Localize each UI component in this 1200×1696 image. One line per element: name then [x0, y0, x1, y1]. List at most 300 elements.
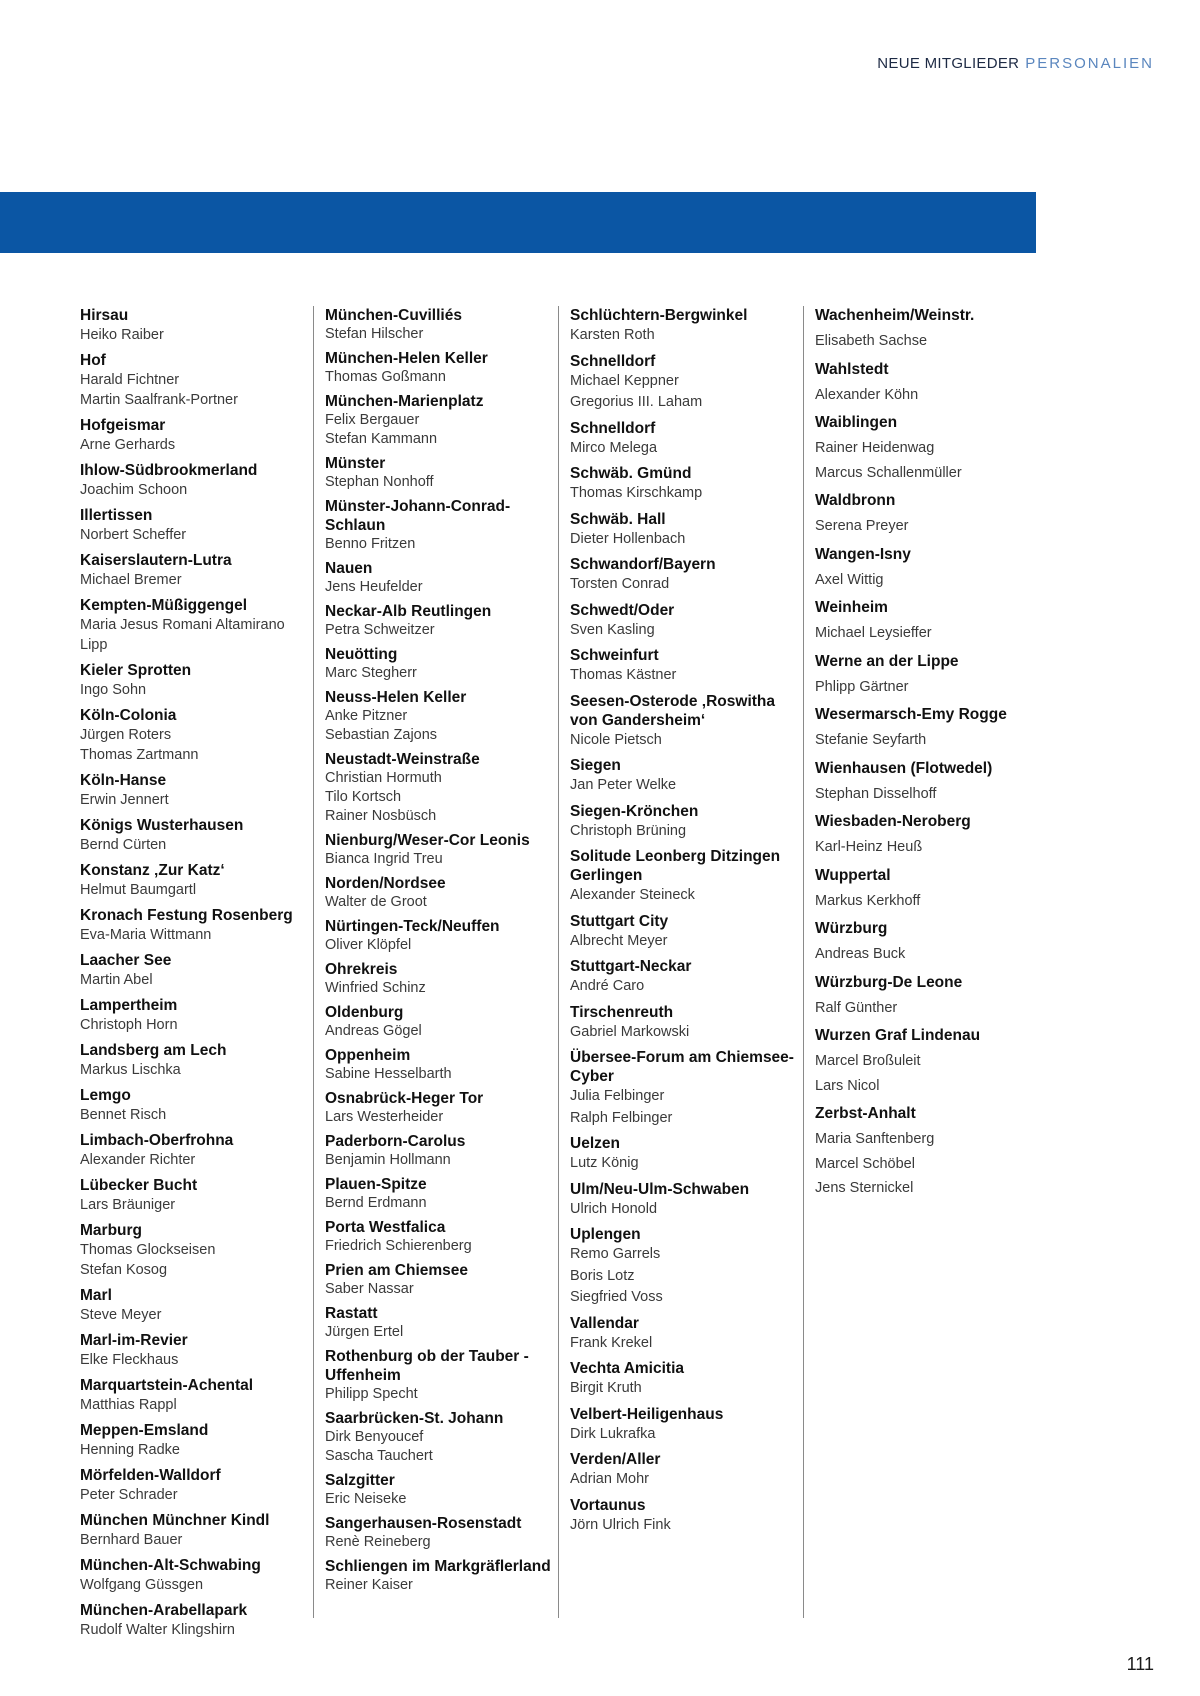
- member-name: Joachim Schoon: [80, 482, 188, 498]
- club-name: München-Cuvilliés: [325, 307, 462, 324]
- member-entry: [815, 705, 1041, 753]
- member-entry: [80, 551, 306, 590]
- member-name: Stefan Kammann: [325, 431, 438, 447]
- club-name: Münster-Johann-Conrad-Schlaun: [325, 498, 511, 534]
- club-name: Neuötting: [325, 646, 398, 663]
- club-name: Wiesbaden-Neroberg: [815, 813, 971, 830]
- member-name: Jörn Ulrich Fink: [570, 1516, 671, 1533]
- member-name: André Caro: [570, 978, 645, 994]
- club-name: Osnabrück-Heger Tor: [325, 1090, 484, 1107]
- member-name: Henning Radke: [80, 1442, 180, 1458]
- club-name: Schwandorf/Bayern: [570, 556, 716, 573]
- member-entry: [325, 306, 551, 344]
- member-entry: [815, 360, 1041, 408]
- member-entry: [325, 874, 551, 912]
- member-entry: [815, 1104, 1041, 1201]
- member-entry: [570, 957, 796, 998]
- club-name: Wurzen Graf Lindenau: [815, 1027, 981, 1044]
- member-name: Steve Meyer: [80, 1307, 162, 1323]
- member-name: Bernd Erdmann: [325, 1195, 427, 1211]
- member-name: Felix Bergauer: [325, 412, 420, 428]
- member-name: Thomas Kästner: [570, 667, 677, 683]
- member-entry: [80, 1086, 306, 1125]
- member-entry: [80, 1131, 306, 1170]
- club-name: Kronach Festung Rosenberg: [80, 907, 293, 924]
- club-name: München-Alt-Schwabing: [80, 1557, 261, 1574]
- member-entry: [815, 759, 1041, 807]
- member-entry: [570, 1048, 796, 1129]
- club-name: Velbert-Heiligenhaus: [570, 1405, 724, 1423]
- member-name: Reiner Kaiser: [325, 1577, 413, 1593]
- member-name: Dirk Lukrafka: [570, 1425, 656, 1442]
- member-name: Bianca Ingrid Treu: [325, 851, 443, 867]
- member-entry: [570, 1359, 796, 1400]
- member-name: Philipp Specht: [325, 1386, 418, 1402]
- club-name: Stuttgart-Neckar: [570, 958, 692, 975]
- club-name: Schwäb. Gmünd: [570, 465, 692, 482]
- member-entry: [815, 598, 1041, 646]
- member-entry: [325, 1261, 551, 1299]
- member-entry: [325, 497, 551, 554]
- club-name: Kaiserslautern-Lutra: [80, 552, 232, 569]
- page-header: [877, 55, 1154, 72]
- member-name: Benjamin Hollmann: [325, 1152, 451, 1168]
- member-name: Bennet Risch: [80, 1107, 167, 1123]
- page-number: 111: [1126, 1654, 1154, 1674]
- member-entry: [815, 545, 1041, 593]
- member-name: Stephan Disselhoff: [815, 785, 937, 802]
- member-name: Thomas Kirschkamp: [570, 485, 703, 501]
- member-name: Petra Schweitzer: [325, 622, 435, 638]
- member-entry: [815, 1026, 1041, 1098]
- club-name: Prien am Chiemsee: [325, 1262, 469, 1279]
- member-name: Alexander Steineck: [570, 887, 695, 903]
- club-name: Ihlow-Südbrookmerland: [80, 462, 258, 479]
- club-name: Laacher See: [80, 952, 172, 969]
- member-entry: [570, 601, 796, 642]
- club-name: Neustadt-Weinstraße: [325, 751, 480, 768]
- club-name: Wahlstedt: [815, 360, 889, 378]
- member-name: Thomas Goßmann: [325, 369, 446, 385]
- club-name: Nauen: [325, 560, 373, 577]
- member-entry: [325, 559, 551, 597]
- member-entry: [80, 596, 306, 655]
- club-name: Lemgo: [80, 1087, 131, 1104]
- member-name: Dieter Hollenbach: [570, 530, 686, 547]
- member-name: Michael Leysieffer: [815, 625, 932, 641]
- member-name: Nicole Pietsch: [570, 731, 662, 748]
- club-name: Kieler Sprotten: [80, 662, 192, 679]
- member-entry: [325, 750, 551, 826]
- member-name: Elke Fleckhaus: [80, 1352, 179, 1368]
- category-title: PERSONALIEN: [1025, 55, 1154, 72]
- member-name: Benno Fritzen: [325, 536, 416, 552]
- club-name: Vortaunus: [570, 1496, 646, 1514]
- member-name: Friedrich Schierenberg: [325, 1238, 472, 1254]
- member-column-3: [570, 306, 796, 1541]
- club-name: Salzgitter: [325, 1472, 395, 1489]
- member-entry: [80, 1376, 306, 1415]
- club-name: Meppen-Emsland: [80, 1422, 209, 1439]
- club-name: Rothenburg ob der Tauber - Uffenheim: [325, 1348, 529, 1384]
- club-name: Ulm/Neu-Ulm-Schwaben: [570, 1180, 750, 1198]
- member-name: Dirk Benyoucef: [325, 1429, 424, 1445]
- club-name: Solitude Leonberg Ditzingen Gerlingen: [570, 848, 781, 884]
- member-name: Maria Jesus Romani Altamirano Lipp: [80, 617, 285, 653]
- member-name: Thomas Glockseisen: [80, 1242, 216, 1258]
- club-name: Würzburg-De Leone: [815, 973, 963, 991]
- member-name: Remo Garrels: [570, 1246, 661, 1262]
- club-name: Hof: [80, 352, 106, 369]
- club-name: Neuss-Helen Keller: [325, 689, 467, 706]
- club-name: Rastatt: [325, 1305, 378, 1322]
- member-entry: [815, 919, 1041, 967]
- member-name: Peter Schrader: [80, 1487, 178, 1503]
- member-entry: [325, 917, 551, 955]
- member-name: Torsten Conrad: [570, 576, 670, 592]
- member-name: Serena Preyer: [815, 518, 909, 534]
- club-name: Schweinfurt: [570, 647, 659, 664]
- club-name: Siegen: [570, 757, 621, 774]
- member-entry: [815, 413, 1041, 485]
- member-name: Renè Reineberg: [325, 1534, 431, 1550]
- member-name: Bernhard Bauer: [80, 1532, 183, 1548]
- member-entry: [570, 1405, 796, 1446]
- club-name: Köln-Colonia: [80, 707, 177, 724]
- member-entry: [570, 692, 796, 752]
- member-name: Winfried Schinz: [325, 980, 426, 996]
- club-name: München Münchner Kindl: [80, 1512, 270, 1529]
- member-name: Thomas Zartmann: [80, 747, 199, 763]
- member-name: Ralph Felbinger: [570, 1109, 673, 1126]
- member-name: Stefan Hilscher: [325, 326, 424, 342]
- club-name: Stuttgart City: [570, 912, 669, 930]
- member-entry: [325, 1175, 551, 1213]
- member-name: Markus Kerkhoff: [815, 892, 921, 909]
- member-name: Martin Abel: [80, 972, 153, 988]
- member-entry: [80, 861, 306, 900]
- member-entry: [80, 996, 306, 1035]
- member-entry: [80, 1556, 306, 1595]
- club-name: Schwedt/Oder: [570, 601, 675, 619]
- member-entry: [325, 688, 551, 745]
- club-name: Marburg: [80, 1222, 142, 1239]
- member-name: Elisabeth Sachse: [815, 333, 928, 349]
- club-name: Tirschenreuth: [570, 1003, 674, 1021]
- member-entry: [325, 1003, 551, 1041]
- member-name: Andreas Gögel: [325, 1023, 422, 1039]
- member-name: Norbert Scheffer: [80, 527, 187, 543]
- club-name: Mörfelden-Walldorf: [80, 1467, 221, 1484]
- member-entry: [325, 602, 551, 640]
- member-column-1: [80, 306, 306, 1646]
- club-name: Wuppertal: [815, 866, 891, 884]
- club-name: Kempten-Müßiggengel: [80, 597, 248, 614]
- member-entry: [570, 1225, 796, 1309]
- member-name: Rainer Heidenwag: [815, 440, 935, 456]
- member-name: Stefanie Seyfarth: [815, 732, 927, 748]
- member-entry: [325, 454, 551, 492]
- club-name: Sangerhausen-Rosenstadt: [325, 1515, 522, 1532]
- member-entry: [80, 306, 306, 345]
- member-name: Jens Heufelder: [325, 579, 423, 595]
- member-name: Marcel Schöbel: [815, 1155, 915, 1172]
- member-name: Siegfried Voss: [570, 1289, 663, 1305]
- member-entry: [325, 1304, 551, 1342]
- member-name: Eva-Maria Wittmann: [80, 927, 212, 943]
- club-name: Uplengen: [570, 1226, 641, 1243]
- member-name: Harald Fichtner: [80, 372, 180, 388]
- member-entry: [80, 1511, 306, 1550]
- member-entry: [80, 1421, 306, 1460]
- club-name: Vallendar: [570, 1314, 639, 1332]
- member-name: Jürgen Roters: [80, 727, 172, 743]
- club-name: Porta Westfalica: [325, 1219, 446, 1236]
- club-name: Würzburg: [815, 920, 888, 937]
- member-entry: [570, 847, 796, 907]
- member-entry: [80, 351, 306, 410]
- club-name: Übersee-Forum am Chiemsee-Cyber: [570, 1049, 794, 1085]
- member-name: Sascha Tauchert: [325, 1448, 433, 1464]
- club-name: Paderborn-Carolus: [325, 1133, 466, 1150]
- member-name: Bernd Cürten: [80, 837, 167, 853]
- member-entry: [815, 866, 1041, 914]
- club-name: Landsberg am Lech: [80, 1042, 227, 1059]
- member-name: Martin Saalfrank-Portner: [80, 392, 238, 408]
- member-entry: [80, 816, 306, 855]
- member-entry: [570, 1003, 796, 1044]
- member-name: Matthias Rappl: [80, 1397, 177, 1413]
- club-name: Schwäb. Hall: [570, 510, 666, 528]
- club-name: München-Marienplatz: [325, 393, 484, 410]
- member-entry: [570, 306, 796, 347]
- member-column-4: [815, 306, 1041, 1207]
- member-entry: [325, 1218, 551, 1256]
- member-name: Adrian Mohr: [570, 1471, 649, 1487]
- member-entry: [570, 464, 796, 505]
- member-name: Christoph Brüning: [570, 822, 687, 839]
- club-name: Seesen-Osterode ‚Roswitha von Gandersheim‘: [570, 692, 776, 729]
- member-entry: [570, 1450, 796, 1491]
- member-entry: [325, 1132, 551, 1170]
- club-name: Nürtingen-Teck/Neuffen: [325, 918, 500, 935]
- member-name: Lars Nicol: [815, 1077, 880, 1094]
- club-name: München-Helen Keller: [325, 350, 488, 367]
- member-name: Christoph Horn: [80, 1017, 178, 1033]
- club-name: Plauen-Spitze: [325, 1176, 427, 1193]
- club-name: Vechta Amicitia: [570, 1360, 685, 1377]
- member-entry: [570, 555, 796, 596]
- member-name: Michael Bremer: [80, 572, 182, 588]
- member-name: Sebastian Zajons: [325, 727, 438, 743]
- club-name: Nienburg/Weser-Cor Leonis: [325, 832, 530, 849]
- club-name: Schnelldorf: [570, 352, 656, 370]
- club-name: Limbach-Oberfrohna: [80, 1132, 234, 1149]
- member-name: Birgit Kruth: [570, 1380, 642, 1396]
- member-name: Wolfgang Güssgen: [80, 1577, 204, 1593]
- member-name: Boris Lotz: [570, 1267, 635, 1284]
- member-name: Lutz König: [570, 1155, 639, 1171]
- member-entry: [815, 973, 1041, 1021]
- member-name: Maria Sanftenberg: [815, 1131, 935, 1147]
- club-name: Siegen-Krönchen: [570, 802, 699, 820]
- member-name: Helmut Baumgartl: [80, 882, 197, 898]
- club-name: Marl: [80, 1287, 112, 1304]
- member-entry: [325, 960, 551, 998]
- member-name: Karl-Heinz Heuß: [815, 839, 923, 855]
- member-name: Gregorius III. Laham: [570, 394, 703, 410]
- member-name: Jürgen Ertel: [325, 1324, 404, 1340]
- club-name: Ohrekreis: [325, 961, 398, 978]
- member-entry: [80, 1466, 306, 1505]
- member-entry: [325, 1557, 551, 1595]
- member-entry: [325, 392, 551, 449]
- club-name: Oppenheim: [325, 1047, 411, 1064]
- member-entry: [80, 661, 306, 700]
- club-name: Schnelldorf: [570, 419, 656, 437]
- column-divider: [313, 306, 314, 1618]
- member-name: Eric Neiseke: [325, 1491, 407, 1507]
- club-name: Waldbronn: [815, 492, 896, 509]
- member-entry: [815, 491, 1041, 539]
- member-entry: [80, 416, 306, 455]
- member-entry: [80, 1331, 306, 1370]
- member-name: Rudolf Walter Klingshirn: [80, 1622, 235, 1638]
- club-name: Oldenburg: [325, 1004, 404, 1021]
- member-name: Axel Wittig: [815, 571, 884, 588]
- member-name: Heiko Raiber: [80, 327, 164, 343]
- club-name: Konstanz ‚Zur Katz‘: [80, 862, 225, 879]
- header-band: [0, 192, 1036, 253]
- member-entry: [80, 1286, 306, 1325]
- member-entry: [325, 1471, 551, 1509]
- member-column-2: [325, 306, 551, 1600]
- club-name: München-Arabellapark: [80, 1602, 248, 1619]
- member-entry: [80, 706, 306, 765]
- member-name: Christian Hormuth: [325, 770, 442, 786]
- member-name: Erwin Jennert: [80, 792, 169, 808]
- member-name: Jan Peter Welke: [570, 777, 677, 793]
- member-name: Saber Nassar: [325, 1281, 414, 1297]
- member-entry: [80, 906, 306, 945]
- member-entry: [325, 1347, 551, 1404]
- member-entry: [570, 646, 796, 687]
- club-name: Marl-im-Revier: [80, 1332, 188, 1349]
- member-name: Marcus Schallenmüller: [815, 464, 962, 481]
- club-name: Waiblingen: [815, 414, 898, 431]
- member-name: Anke Pitzner: [325, 708, 408, 724]
- club-name: Lübecker Bucht: [80, 1177, 198, 1194]
- member-name: Stefan Kosog: [80, 1262, 168, 1278]
- member-entry: [570, 1496, 796, 1537]
- member-name: Phlipp Gärtner: [815, 678, 909, 695]
- club-name: Marquartstein-Achental: [80, 1377, 254, 1394]
- club-name: Wangen-Isny: [815, 545, 911, 563]
- member-entry: [325, 831, 551, 869]
- member-name: Sven Kasling: [570, 621, 655, 638]
- member-entry: [80, 771, 306, 810]
- member-name: Arne Gerhards: [80, 437, 176, 453]
- member-name: Rainer Nosbüsch: [325, 808, 437, 824]
- column-divider: [803, 306, 804, 1618]
- member-entry: [570, 352, 796, 414]
- member-name: Ingo Sohn: [80, 682, 147, 698]
- member-name: Frank Krekel: [570, 1334, 653, 1351]
- club-name: Schliengen im Markgräflerland: [325, 1558, 551, 1575]
- member-name: Karsten Roth: [570, 327, 655, 343]
- club-name: Illertissen: [80, 507, 153, 524]
- club-name: Wachenheim/Weinstr.: [815, 307, 975, 324]
- club-name: Schlüchtern-Bergwinkel: [570, 307, 748, 324]
- club-name: Hofgeismar: [80, 417, 166, 434]
- member-entry: [80, 461, 306, 500]
- member-name: Marc Stegherr: [325, 665, 417, 681]
- member-name: Tilo Kortsch: [325, 789, 402, 805]
- member-name: Walter de Groot: [325, 894, 427, 910]
- member-name: Julia Felbinger: [570, 1088, 665, 1104]
- member-entry: [570, 756, 796, 797]
- member-entry: [325, 349, 551, 387]
- member-name: Mirco Melega: [570, 439, 658, 456]
- member-name: Oliver Klöpfel: [325, 937, 412, 953]
- member-entry: [325, 1089, 551, 1127]
- club-name: Norden/Nordsee: [325, 875, 446, 892]
- member-entry: [325, 1514, 551, 1552]
- member-name: Marcel Broßuleit: [815, 1053, 921, 1069]
- member-entry: [80, 1601, 306, 1640]
- member-name: Andreas Buck: [815, 946, 906, 962]
- club-name: Verden/Aller: [570, 1451, 661, 1468]
- member-entry: [815, 812, 1041, 860]
- member-entry: [815, 652, 1041, 700]
- member-entry: [325, 1046, 551, 1084]
- club-name: Münster: [325, 455, 386, 472]
- member-name: Jens Sternickel: [815, 1180, 914, 1196]
- club-name: Weinheim: [815, 599, 888, 616]
- club-name: Lampertheim: [80, 997, 178, 1014]
- member-entry: [570, 912, 796, 953]
- member-name: Michael Keppner: [570, 372, 679, 389]
- section-title: NEUE MITGLIEDER: [877, 55, 1020, 72]
- member-name: Lars Bräuniger: [80, 1197, 176, 1213]
- member-entry: [570, 510, 796, 551]
- member-name: Ralf Günther: [815, 999, 898, 1016]
- member-entry: [80, 1041, 306, 1080]
- member-entry: [80, 506, 306, 545]
- club-name: Hirsau: [80, 307, 129, 324]
- member-entry: [325, 1409, 551, 1466]
- member-entry: [80, 1221, 306, 1280]
- club-name: Uelzen: [570, 1135, 620, 1152]
- member-name: Albrecht Meyer: [570, 932, 668, 949]
- member-name: Markus Lischka: [80, 1062, 181, 1078]
- member-entry: [570, 1314, 796, 1355]
- club-name: Werne an der Lippe: [815, 652, 959, 670]
- member-name: Sabine Hesselbarth: [325, 1066, 452, 1082]
- club-name: Königs Wusterhausen: [80, 817, 244, 834]
- member-name: Alexander Köhn: [815, 386, 919, 403]
- club-name: Saarbrücken-St. Johann: [325, 1410, 504, 1427]
- member-name: Alexander Richter: [80, 1152, 196, 1168]
- member-entry: [325, 645, 551, 683]
- member-name: Stephan Nonhoff: [325, 474, 434, 490]
- member-entry: [815, 306, 1041, 354]
- member-entry: [570, 1180, 796, 1221]
- column-divider: [558, 306, 559, 1618]
- member-entry: [80, 951, 306, 990]
- member-name: Gabriel Markowski: [570, 1023, 690, 1040]
- club-name: Wienhausen (Flotwedel): [815, 759, 993, 777]
